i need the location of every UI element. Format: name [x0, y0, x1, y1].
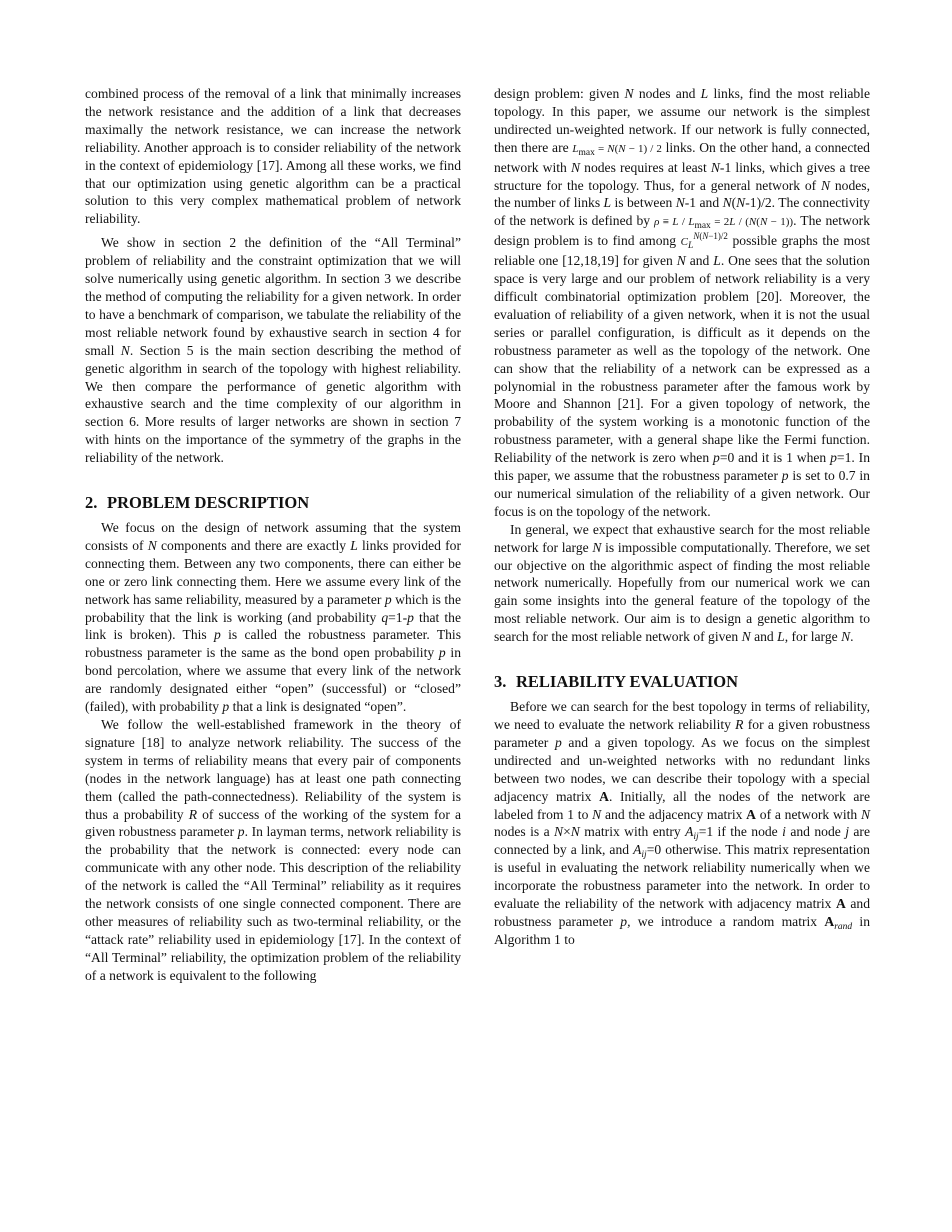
section-title: RELIABILITY EVALUATION	[516, 672, 739, 692]
formula-lmax: $L_{max} = N(N - 1) / 2$	[572, 142, 662, 158]
right-column	[494, 85, 870, 949]
paragraph: We focus on the design of network assuming that the system consists of N components and there are exactly L links provided for connecting them. Between any two components, there can either be one or zero link connecting them. Here we assume every link of the network has same reliability, measured by a parameter p which is the probability that the link is working (and probability q=1-p that the link is broken). This p is called the robustness parameter. This robustness parameter is the same as the bond open probability p in bond percolation, where we assume that every link of the network are randomly designated either “open” (successful) or “closed” (failed), with probability p that a link is designated “open”.	[85, 520, 461, 715]
paragraph: Before we can search for the best topology in terms of reliability, we need to evaluate the network reliability R for a given robustness parameter p and a given topology. As we focus on the simplest undirected and un-weighted networks with no redundant links between two nodes, we can describe their topology with a special adjacency matrix A. Initially, all the nodes of the network are labeled from 1 to N and the adjacency matrix A of a network with N nodes is a N×N matrix with entry $A_{ij}=1$ if the node i and node j are connected by a link, and $A_{ij}=0$ otherwise. This matrix representation is useful in evaluating the network reliability numerically when we incorporate the robustness parameter into the network. In order to evaluate the reliability of the network with adjacency matrix A and robustness parameter p, we introduce a random matrix $A_{rand}$ in Algorithm 1 to	[494, 699, 871, 947]
left-column	[85, 85, 461, 985]
section-number: 3.	[494, 672, 507, 692]
section-number: 2.	[85, 493, 98, 513]
paragraph: In general, we expect that exhaustive search for the most reliable network for large N is impossible computationally. Therefore, we set our objective on the algorithmic aspect of finding the most reliable network numerically. Hopefully from our numerical work we can gain some insights into the general feature of the topology of the most reliable network. Our aim is to design a genetic algorithm to search for the most reliable network of given N and L, for large N.	[494, 521, 871, 645]
section-heading	[85, 493, 461, 513]
paragraph: combined process of the removal of a link that minimally increases the network resistance and the addition of a link that decreases maximally the network resistance, we can increase the network reliability. Another approach is to consider reliability of the network in the context of epidemiology [17]. Among all these works, we find that our optimization using genetic algorithm can be a practical solution to this very complex mathematical problem of network reliability.	[85, 86, 461, 227]
section-title: PROBLEM DESCRIPTION	[107, 493, 310, 513]
section-heading	[494, 672, 870, 692]
formula-rho: $\rho \equiv L / L_{max} = 2L / (N(N - 1))$	[654, 216, 794, 232]
paragraph: We show in section 2 the definition of the “All Terminal” problem of reliability and the constraint optimization that we will solve numerically using genetic algorithm. In section 3 we describe the method of computing the reliability for a given network. In order to have a benchmark of comparison, we tabulate the reliability of the most reliable network found by exhaustive search in section 4 for small N. Section 5 is the main section describing the method of genetic algorithm in search of the topology with highest reliability. We then compare the performance of genetic algorithm with exhaustive search and the time complexity of our algorithm in section 6. More results of larger networks are shown in section 7 with hints on the importance of the symmetry of the graphs in the reliability of the network.	[85, 235, 461, 466]
paragraph: We follow the well-established framework in the theory of signature [18] to analyze network reliability. The success of the system in terms of reliability means that every pair of components (nodes in the network language) has at least one path connecting them (called the path-connectedness). Reliability of the system is thus a probability R of success of the working of the system for a given robustness parameter p. In layman terms, network reliability is the probability that the network is connected: every node can communicate with any other node. This description of the reliability of the network is called the “All Terminal” reliability as it requires the network consists of one single connected component. There are other measures of reliability such as two-terminal reliability, or the “attack rate” reliability used in epidemiology [17]. In the context of “All Terminal” reliability, the optimization problem of the reliability of a network is equivalent to the following	[85, 717, 461, 983]
formula-arand: $A_{rand}$	[824, 913, 853, 932]
paragraph: design problem: given N nodes and L links, find the most reliable topology. In this paper, we assume our network is the simplest undirected un-weighted network. If our network is fully connected, then there are $L_{max} = N(N - 1) / 2$ links. On the other hand, a connected network with N nodes requires at least N-1 links, which gives a tree structure for the topology. Thus, for a general network of N nodes, the number of links L is between N-1 and N(N-1)/2. The connectivity of the network is defined by $\rho \equiv L / L_{max} = 2L / (N(N - 1))$. The network design problem is to find among $C_L^{N(N-1)/2}$ possible graphs the most reliable one [12,18,19] for given N and L. One sees that the solution space is very large and our problem of network reliability is a very difficult combinatorial optimization problem [20]. Moreover, the evaluation of reliability of a given network, when it is not the usual series or parallel configuration, is difficult as it depends on the robustness parameter as well as the topology of the network. One can show that the reliability of a network can be expressed as a polynomial in the robustness parameter after the famous work by Moore and Shannon [21]. For a given topology of network, the probability of the system working is a monotonic function of the robustness parameter, with a general shape like the Fermi function. Reliability of the network is zero when p=0 and it is 1 when p=1. In this paper, we assume that the robustness parameter p is set to 0.7 in our numerical simulation of the reliability of a given network. Our focus is on the topology of the network.	[494, 86, 870, 519]
formula-combination: $C_L^{N(N-1)/2}$	[680, 231, 728, 252]
